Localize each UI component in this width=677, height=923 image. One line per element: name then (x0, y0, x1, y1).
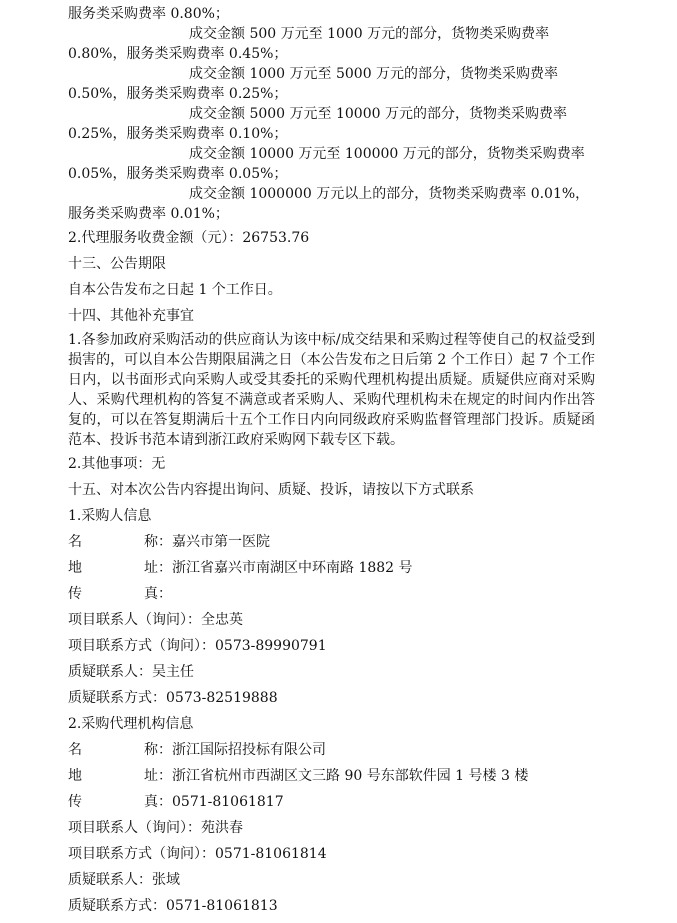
agency-complaint-phone: 质疑联系方式：0571-81061813 (68, 898, 278, 914)
field-label: 称： (144, 534, 172, 550)
purchaser-contact: 项目联系人（询问）：全忠英 (68, 612, 243, 628)
fee-tier-line: 成交金额 1000 万元至 5000 万元的部分，货物类采购费率 (189, 66, 559, 82)
purchaser-address-row (68, 556, 595, 580)
agency-heading: 2.采购代理机构信息 (68, 716, 194, 732)
section-15-title: 十五、对本次公告内容提出询问、质疑、投诉，请按以下方式联系 (68, 482, 474, 498)
section-13-text: 自本公告发布之日起 1 个工作日。 (68, 282, 282, 298)
fee-tier-list (68, 4, 595, 224)
field-label: 址： (144, 768, 172, 784)
agency-name-row (68, 738, 595, 762)
fee-tier-line: 服务类采购费率 0.80%； (68, 6, 229, 22)
fee-tier-line: 服务类采购费率 0.01%； (68, 206, 229, 222)
section-13-title: 十三、公告期限 (68, 256, 166, 272)
purchaser-heading: 1.采购人信息 (68, 508, 152, 524)
field-label: 地 (68, 560, 82, 576)
field-label: 名 (68, 534, 82, 550)
fee-tier-line: 0.25%，服务类采购费率 0.10%； (68, 126, 288, 142)
purchaser-address: 浙江省嘉兴市南湖区中环南路 1882 号 (172, 560, 413, 576)
agency-info (68, 712, 595, 918)
field-label: 传 (68, 794, 82, 810)
field-label: 名 (68, 742, 82, 758)
fee-tier-line: 成交金额 500 万元至 1000 万元的部分，货物类采购费率 (189, 26, 550, 42)
fee-tier-line: 成交金额 10000 万元至 100000 万元的部分，货物类采购费率 (189, 146, 585, 162)
fee-tier-line: 0.80%，服务类采购费率 0.45%； (68, 46, 288, 62)
agency-address-row (68, 764, 595, 788)
field-label: 真： (144, 586, 172, 602)
agency-complaint-contact: 质疑联系人：张域 (68, 872, 180, 888)
fee-amount: 2.代理服务收费金额（元）：26753.76 (68, 230, 310, 246)
agency-name: 浙江国际招投标有限公司 (172, 742, 326, 758)
agency-fax-row (68, 790, 595, 814)
purchaser-info (68, 504, 595, 710)
fee-tier-line: 0.05%，服务类采购费率 0.05%； (68, 166, 288, 182)
purchaser-contact-phone: 项目联系方式（询问）：0573-89990791 (68, 638, 327, 654)
section-14-item-1: 1.各参加政府采购活动的供应商认为该中标/成交结果和采购过程等使自己的权益受到损害的，可以自本公告期限届满之日（本公告发布之日后第 2 个工作日）起 7 个工作日内，以书面形式向采购人或受其委托的采购代理机构提出质疑。质疑供应商对采购人、采购代理机构的答复不满意或者采购人、采购代理机构未在规定的时间内作出答复的，可以在答复期满后十五个工作日内向同级政府采购监督管理部门投诉。质疑函范本、投诉书范本请到浙江政府采购网下载专区下载。 (68, 332, 595, 448)
field-label: 地 (68, 768, 82, 784)
purchaser-complaint-contact: 质疑联系人：吴主任 (68, 664, 194, 680)
agency-contact: 项目联系人（询问）：苑洪春 (68, 820, 243, 836)
fee-tier-line: 成交金额 1000000 万元以上的部分，货物类采购费率 0.01%， (189, 186, 590, 202)
section-14-item-2: 2.其他事项：无 (68, 456, 166, 472)
field-label: 址： (144, 560, 172, 576)
purchaser-name-row (68, 530, 595, 554)
purchaser-complaint-phone: 质疑联系方式：0573-82519888 (68, 690, 278, 706)
section-14-title: 十四、其他补充事宜 (68, 308, 194, 324)
agency-fax: 0571-81061817 (172, 794, 284, 810)
field-label: 称： (144, 742, 172, 758)
agency-address: 浙江省杭州市西湖区文三路 90 号东部软件园 1 号楼 3 楼 (172, 768, 529, 784)
fee-tier-line: 成交金额 5000 万元至 10000 万元的部分，货物类采购费率 (189, 106, 567, 122)
field-label: 传 (68, 586, 82, 602)
purchaser-fax-row (68, 582, 595, 606)
purchaser-name: 嘉兴市第一医院 (172, 534, 270, 550)
field-label: 真： (144, 794, 172, 810)
agency-contact-phone: 项目联系方式（询问）：0571-81061814 (68, 846, 327, 862)
fee-tier-line: 0.50%，服务类采购费率 0.25%； (68, 86, 288, 102)
